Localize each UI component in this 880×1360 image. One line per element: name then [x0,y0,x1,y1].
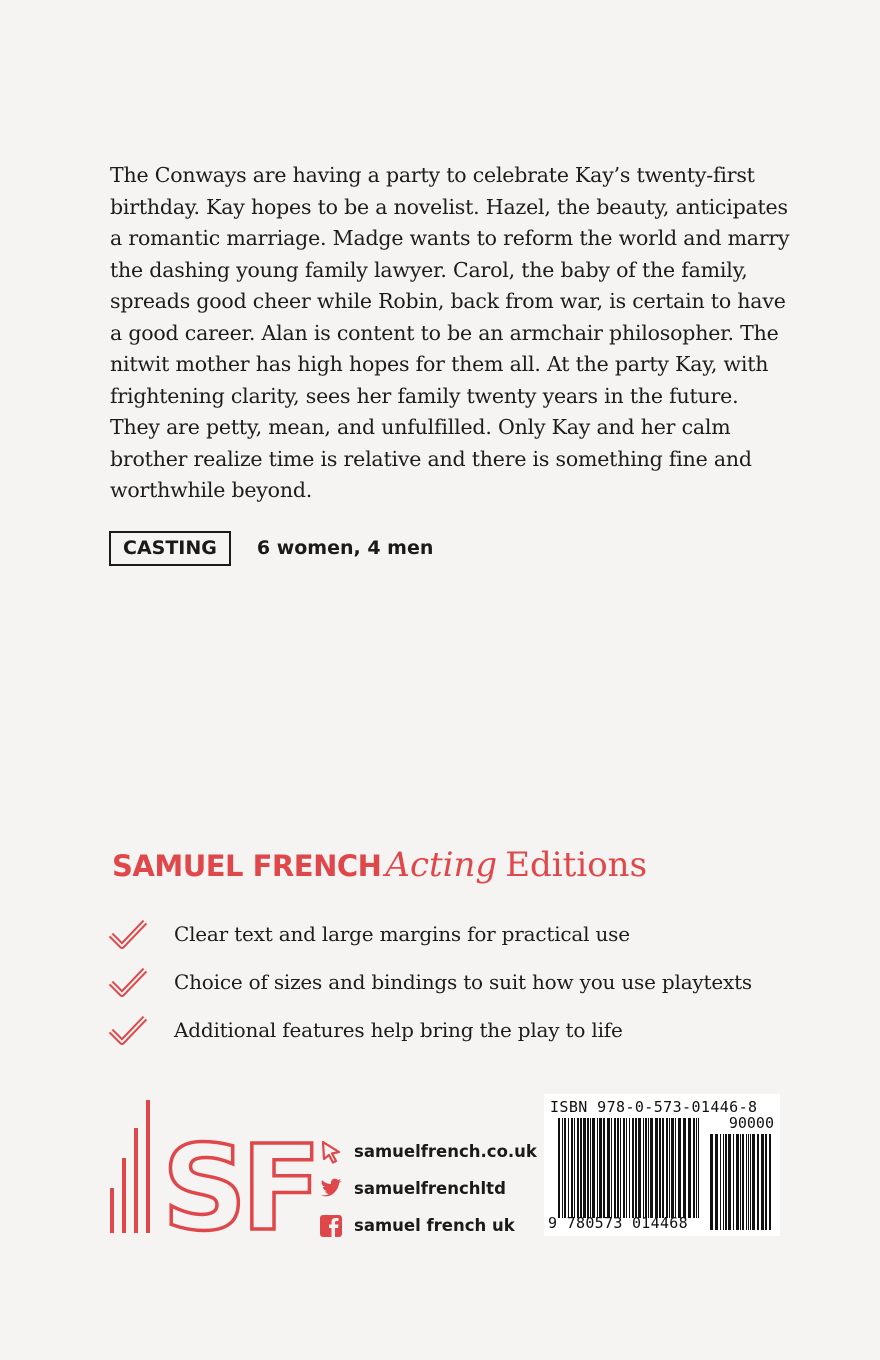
casting-label: CASTING [109,531,231,566]
price-addon: 90000 [728,1114,774,1132]
barcode-addon-bars [710,1134,774,1230]
twitter-text: samuelfrenchltd [354,1179,506,1198]
blurb-text: The Conways are having a party to celebrate Kay’s twenty-first birthday. Kay hopes to be a novelist. Hazel, the beauty, anticipates a romantic marriage. Madge wants to reform the world and marry the dashing young family lawyer. Carol, the baby of the family, spreads good cheer while Robin, back from war, is certain to have a good career. Alan is content to be an armchair philosopher. The nitwit mother has high hopes for them all. At the party Kay, with frightening clarity, sees her family twenty years in the future. They are petty, mean, and unfulfilled. Only Kay and her calm brother realize time is relative and there is something fine and worthwhile beyond. [110,163,790,502]
cursor-icon [318,1140,344,1164]
series-suffix: Editions [505,845,648,885]
website-text: samuelfrench.co.uk [354,1142,537,1161]
series-title [112,845,647,885]
facebook-icon [318,1214,344,1238]
feature-text: Additional features help bring the play to life [174,1018,623,1042]
ean-digits: 9 780573 014468 [548,1214,688,1232]
feature-item [108,910,752,958]
isbn-number: ISBN 978-0-573-01446-8 [550,1098,758,1116]
barcode [544,1094,780,1236]
twitter-icon [318,1177,344,1201]
feature-item [108,1006,752,1054]
logo-letters: SF [162,1119,316,1257]
website-link[interactable] [318,1133,537,1170]
feature-list [108,910,752,1054]
feature-text: Choice of sizes and bindings to suit how you use playtexts [174,970,752,994]
facebook-link[interactable] [318,1207,537,1244]
feature-text: Clear text and large margins for practical use [174,922,630,946]
barcode-bars [558,1118,700,1218]
casting-value: 6 women, 4 men [256,537,434,559]
check-icon [108,1014,148,1046]
check-icon [108,918,148,950]
feature-item [108,958,752,1006]
contact-links [318,1133,537,1244]
facebook-text: samuel french uk [354,1216,515,1235]
series-italic: Acting [385,845,498,885]
twitter-link[interactable] [318,1170,537,1207]
samuel-french-logo [110,1098,316,1257]
check-icon [108,966,148,998]
casting-row [109,530,433,566]
series-brand: SAMUEL FRENCH [112,849,382,883]
